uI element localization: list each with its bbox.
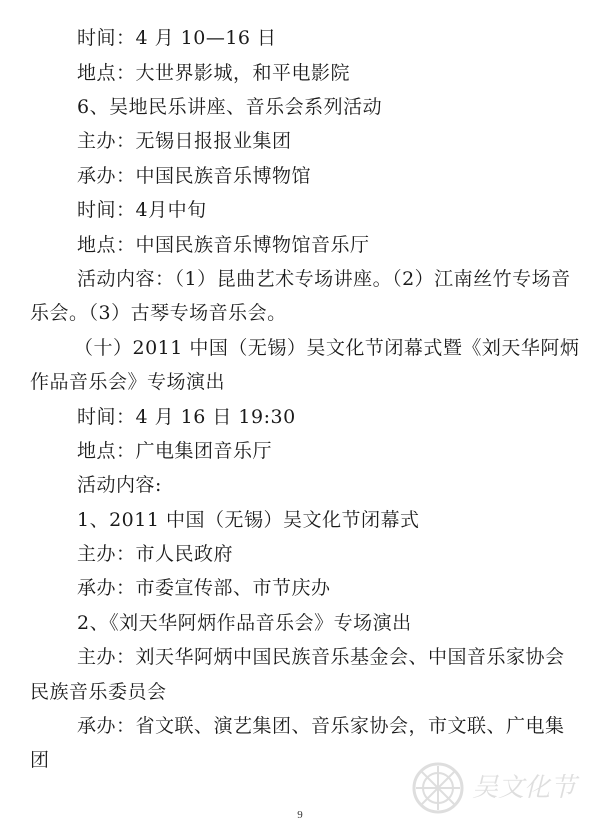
text-line-host-3: 主办：刘天华阿炳中国民族音乐基金会、中国音乐家协会	[77, 646, 565, 668]
text-line-section-6: 6、吴地民乐讲座、音乐会系列活动	[77, 96, 383, 118]
text-line-item-2: 2、《刘天华阿炳作品音乐会》专场演出	[77, 612, 412, 634]
text-line-venue-1: 地点：大世界影城，和平电影院	[77, 62, 351, 84]
text-line-time-1: 时间：4 月 10—16 日	[77, 27, 277, 49]
text-line-content-1-cont: 乐会。（3）古琴专场音乐会。	[30, 302, 287, 324]
text-line-time-2: 时间：4月中旬	[77, 199, 207, 221]
text-line-content-2: 活动内容:	[77, 474, 162, 496]
text-line-item-1: 1、2011 中国（无锡）吴文化节闭幕式	[77, 509, 420, 531]
text-line-content-1: 活动内容：（1）昆曲艺术专场讲座。（2）江南丝竹专场音	[77, 268, 571, 290]
text-line-section-10-cont: 作品音乐会》专场演出	[30, 371, 226, 393]
text-line-venue-2: 地点：中国民族音乐博物馆音乐厅	[77, 234, 370, 256]
text-line-venue-3: 地点：广电集团音乐厅	[77, 440, 273, 462]
text-line-host-3-cont: 民族音乐委员会	[30, 681, 167, 703]
watermark-text: 吴文化节	[472, 773, 577, 803]
text-line-organizer-3-cont: 团	[30, 749, 50, 771]
text-line-time-3: 时间：4 月 16 日 19:30	[77, 406, 296, 428]
text-line-organizer-1: 承办：中国民族音乐博物馆	[77, 165, 312, 187]
page-number: 9	[297, 809, 303, 821]
text-line-section-10: （十）2011 中国（无锡）吴文化节闭幕式暨《刘天华阿炳	[74, 337, 580, 359]
text-line-organizer-3: 承办：省文联、演艺集团、音乐家协会，市文联、广电集	[77, 715, 565, 737]
text-line-organizer-2: 承办：市委宣传部、市节庆办	[77, 577, 331, 599]
text-line-host-1: 主办：无锡日报报业集团	[77, 130, 292, 152]
text-line-host-2: 主办：市人民政府	[77, 543, 234, 565]
